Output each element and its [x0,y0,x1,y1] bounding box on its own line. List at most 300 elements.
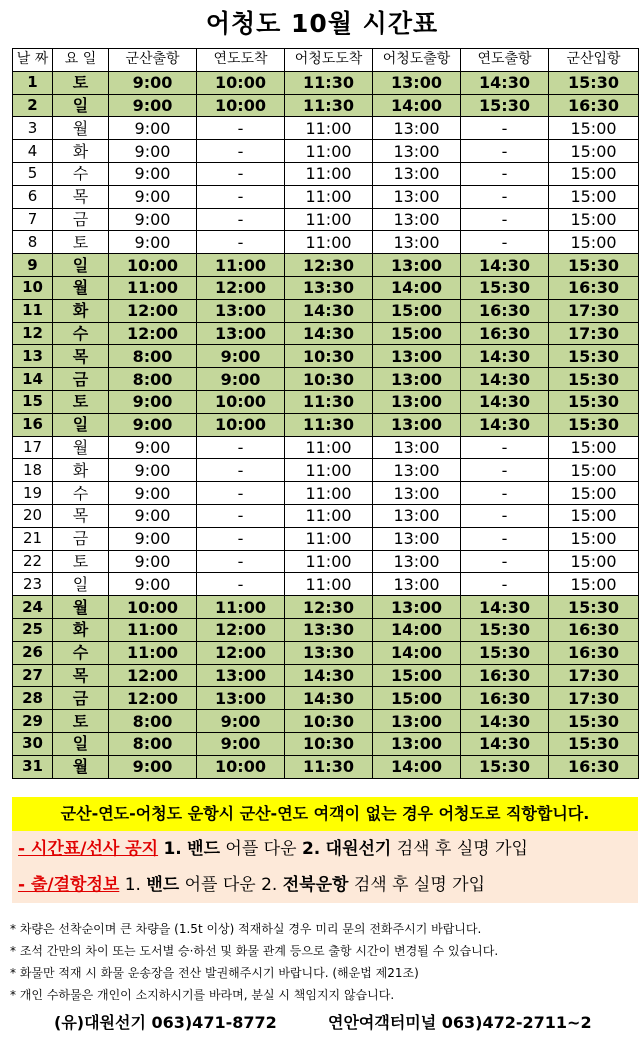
cell-gunsan-depart: 9:00 [109,231,197,254]
cell-gunsan-depart: 9:00 [109,162,197,185]
cell-eocheongdo-arrive: 13:30 [285,618,373,641]
cell-yeondo-arrive: 10:00 [197,71,285,94]
cell-gunsan-arrive: 15:00 [549,117,639,140]
cell-gunsan-arrive: 15:30 [549,413,639,436]
join-instruction: 검색 후 실명 가입 [348,875,486,895]
cell-eocheongdo-depart: 14:00 [373,755,461,778]
cell-day: 금 [53,527,109,550]
table-row [13,345,639,368]
band-app-name: 밴드 [187,839,221,859]
cell-date: 24 [13,596,53,619]
cell-eocheongdo-depart: 13:00 [373,117,461,140]
footer-company-phone: (유)대원선기 063)471-8772 [54,1013,277,1032]
cell-yeondo-depart: 14:30 [461,710,549,733]
cell-gunsan-arrive: 16:30 [549,641,639,664]
cell-yeondo-arrive: 11:00 [197,254,285,277]
cell-date: 6 [13,185,53,208]
cell-eocheongdo-arrive: 10:30 [285,732,373,755]
cell-date: 30 [13,732,53,755]
cell-yeondo-arrive: 12:00 [197,641,285,664]
header-gunsan-depart: 군산출항 [109,49,197,72]
cell-gunsan-arrive: 15:00 [549,162,639,185]
cell-eocheongdo-depart: 13:00 [373,208,461,231]
cell-eocheongdo-arrive: 11:00 [285,482,373,505]
cell-eocheongdo-arrive: 11:00 [285,573,373,596]
cell-gunsan-depart: 11:00 [109,618,197,641]
cell-date: 17 [13,436,53,459]
cell-gunsan-arrive: 15:30 [549,710,639,733]
cell-yeondo-depart: 14:30 [461,71,549,94]
header-day: 요 일 [53,49,109,72]
cell-eocheongdo-depart: 14:00 [373,276,461,299]
cell-eocheongdo-arrive: 11:00 [285,459,373,482]
cell-day: 토 [53,390,109,413]
cell-gunsan-arrive: 17:30 [549,687,639,710]
cell-date: 26 [13,641,53,664]
table-row [13,185,639,208]
cell-gunsan-arrive: 17:30 [549,322,639,345]
cell-gunsan-arrive: 15:00 [549,140,639,163]
cell-yeondo-depart: - [461,185,549,208]
cell-eocheongdo-depart: 15:00 [373,322,461,345]
cell-gunsan-depart: 9:00 [109,185,197,208]
cell-eocheongdo-arrive: 11:30 [285,94,373,117]
cell-date: 10 [13,276,53,299]
join-instruction: 검색 후 실명 가입 [391,839,528,859]
cell-date: 18 [13,459,53,482]
cell-eocheongdo-arrive: 11:00 [285,117,373,140]
step-1-number: 1. [124,875,141,895]
cell-gunsan-arrive: 15:00 [549,208,639,231]
header-gunsan-arrive: 군산입항 [549,49,639,72]
app-download-text: 어플 다운 [220,839,302,859]
cell-yeondo-arrive: 12:00 [197,618,285,641]
cell-yeondo-arrive: 13:00 [197,687,285,710]
cell-yeondo-arrive: - [197,208,285,231]
direct-route-notice: 군산-연도-어청도 운항시 군산-연도 여객이 없는 경우 어청도로 직항합니다. [12,797,638,831]
cell-gunsan-depart: 9:00 [109,550,197,573]
table-row [13,140,639,163]
cell-yeondo-arrive: 13:00 [197,322,285,345]
cell-day: 월 [53,596,109,619]
cell-gunsan-depart: 9:00 [109,390,197,413]
page-title: 어청도 10월 시간표 [205,9,439,38]
band-app-name: 밴드 [146,875,180,895]
cell-day: 일 [53,94,109,117]
cell-gunsan-depart: 12:00 [109,322,197,345]
table-row [13,687,639,710]
cell-yeondo-depart: - [461,117,549,140]
cell-eocheongdo-arrive: 12:30 [285,254,373,277]
cell-day: 수 [53,482,109,505]
cell-eocheongdo-depart: 13:00 [373,436,461,459]
table-row [13,482,639,505]
cell-yeondo-depart: - [461,140,549,163]
cell-date: 22 [13,550,53,573]
cell-day: 목 [53,664,109,687]
cell-day: 토 [53,710,109,733]
table-row [13,299,639,322]
cell-gunsan-arrive: 16:30 [549,755,639,778]
cell-yeondo-depart: 14:30 [461,413,549,436]
cell-eocheongdo-depart: 14:00 [373,94,461,117]
cell-gunsan-arrive: 15:30 [549,71,639,94]
table-row [13,162,639,185]
cell-gunsan-depart: 9:00 [109,504,197,527]
cell-date: 25 [13,618,53,641]
cell-day: 일 [53,413,109,436]
cell-yeondo-arrive: - [197,459,285,482]
cell-date: 21 [13,527,53,550]
cell-gunsan-depart: 12:00 [109,687,197,710]
cell-yeondo-arrive: 9:00 [197,732,285,755]
cell-date: 11 [13,299,53,322]
cell-gunsan-arrive: 15:30 [549,254,639,277]
cell-gunsan-depart: 9:00 [109,755,197,778]
cell-day: 수 [53,162,109,185]
cell-yeondo-arrive: 9:00 [197,368,285,391]
cell-eocheongdo-depart: 13:00 [373,527,461,550]
cell-yeondo-arrive: 9:00 [197,710,285,733]
cell-date: 12 [13,322,53,345]
cell-gunsan-arrive: 15:00 [549,482,639,505]
table-row [13,208,639,231]
cell-yeondo-depart: 15:30 [461,276,549,299]
cell-gunsan-arrive: 17:30 [549,299,639,322]
cell-eocheongdo-arrive: 11:00 [285,162,373,185]
cell-gunsan-depart: 10:00 [109,254,197,277]
cell-gunsan-depart: 11:00 [109,276,197,299]
cell-eocheongdo-arrive: 14:30 [285,322,373,345]
table-row [13,94,639,117]
cell-gunsan-arrive: 15:00 [549,436,639,459]
cell-gunsan-arrive: 15:00 [549,573,639,596]
footer-terminal-phone: 연안여객터미널 063)472-2711~2 [328,1013,592,1032]
cell-yeondo-depart: - [461,208,549,231]
cell-date: 1 [13,71,53,94]
note-item: * 개인 수하물은 개인이 소지하시기를 바라며, 분실 시 책임지지 않습니다. [10,988,395,1002]
table-row [13,390,639,413]
header-yeondo-depart: 연도출항 [461,49,549,72]
cell-day: 금 [53,687,109,710]
table-row [13,618,639,641]
cell-eocheongdo-depart: 13:00 [373,459,461,482]
cell-yeondo-arrive: - [197,117,285,140]
cell-day: 월 [53,276,109,299]
table-row [13,368,639,391]
cell-gunsan-arrive: 15:00 [549,527,639,550]
cell-gunsan-arrive: 17:30 [549,664,639,687]
cell-yeondo-arrive: 12:00 [197,276,285,299]
step-2-number: 2. [301,839,321,859]
cell-day: 금 [53,368,109,391]
cell-gunsan-arrive: 15:00 [549,231,639,254]
cell-eocheongdo-arrive: 10:30 [285,710,373,733]
schedule-notice-info [12,831,638,867]
cell-eocheongdo-arrive: 14:30 [285,664,373,687]
table-row [13,573,639,596]
note-item: * 차량은 선착순이며 큰 차량을 (1.5t 이상) 적재하실 경우 미리 문의 전화주시기 바랍니다. [10,922,482,936]
cell-date: 5 [13,162,53,185]
cell-day: 목 [53,185,109,208]
cell-yeondo-depart: - [461,482,549,505]
table-row [13,322,639,345]
cell-yeondo-depart: 14:30 [461,345,549,368]
cell-gunsan-depart: 9:00 [109,573,197,596]
table-row [13,732,639,755]
table-row [13,664,639,687]
cell-day: 수 [53,322,109,345]
cell-eocheongdo-arrive: 13:30 [285,276,373,299]
cell-gunsan-arrive: 15:00 [549,550,639,573]
cell-yeondo-arrive: 13:00 [197,664,285,687]
cell-eocheongdo-depart: 13:00 [373,390,461,413]
cell-yeondo-depart: - [461,527,549,550]
cell-gunsan-depart: 10:00 [109,596,197,619]
cell-date: 16 [13,413,53,436]
header-date: 날 짜 [13,49,53,72]
cell-gunsan-depart: 9:00 [109,71,197,94]
table-row [13,641,639,664]
cell-yeondo-depart: 15:30 [461,94,549,117]
table-row [13,436,639,459]
table-row [13,71,639,94]
cell-date: 20 [13,504,53,527]
cell-gunsan-depart: 8:00 [109,732,197,755]
cell-day: 월 [53,436,109,459]
notes-list [10,918,640,1006]
cell-yeondo-arrive: - [197,527,285,550]
cell-gunsan-depart: 9:00 [109,436,197,459]
cell-day: 화 [53,140,109,163]
table-row [13,254,639,277]
band-search-name: 대원선기 [325,839,392,859]
table-row [13,459,639,482]
cell-gunsan-depart: 11:00 [109,641,197,664]
cell-yeondo-arrive: 11:00 [197,596,285,619]
cell-date: 14 [13,368,53,391]
table-row [13,710,639,733]
cell-day: 목 [53,345,109,368]
app-download-text: 어플 다운 [179,875,262,895]
cell-gunsan-arrive: 16:30 [549,618,639,641]
cell-gunsan-depart: 9:00 [109,482,197,505]
cell-gunsan-depart: 9:00 [109,140,197,163]
cell-date: 23 [13,573,53,596]
cell-yeondo-arrive: - [197,573,285,596]
cell-date: 2 [13,94,53,117]
cell-gunsan-depart: 9:00 [109,459,197,482]
cell-yeondo-depart: 14:30 [461,254,549,277]
cell-gunsan-depart: 9:00 [109,527,197,550]
cell-eocheongdo-depart: 15:00 [373,687,461,710]
cell-eocheongdo-depart: 15:00 [373,299,461,322]
cell-gunsan-depart: 8:00 [109,710,197,733]
cell-yeondo-depart: 14:30 [461,368,549,391]
cell-yeondo-depart: 15:30 [461,755,549,778]
cell-eocheongdo-depart: 14:00 [373,641,461,664]
table-row [13,504,639,527]
cell-yeondo-arrive: 10:00 [197,413,285,436]
table-row [13,276,639,299]
cell-day: 화 [53,459,109,482]
cell-yeondo-arrive: - [197,140,285,163]
cell-yeondo-arrive: 13:00 [197,299,285,322]
cell-day: 목 [53,504,109,527]
table-row [13,527,639,550]
cell-day: 일 [53,732,109,755]
cell-yeondo-arrive: 9:00 [197,345,285,368]
cell-eocheongdo-arrive: 13:30 [285,641,373,664]
cell-yeondo-depart: - [461,573,549,596]
cell-eocheongdo-arrive: 11:30 [285,71,373,94]
cell-eocheongdo-depart: 13:00 [373,345,461,368]
band-search-name: 전북운항 [282,875,349,895]
cell-gunsan-arrive: 15:00 [549,504,639,527]
cell-day: 토 [53,550,109,573]
cell-yeondo-depart: 16:30 [461,664,549,687]
cell-date: 31 [13,755,53,778]
cell-yeondo-depart: 14:30 [461,390,549,413]
cell-eocheongdo-depart: 13:00 [373,368,461,391]
cell-yeondo-arrive: - [197,436,285,459]
cell-gunsan-depart: 12:00 [109,299,197,322]
cell-eocheongdo-depart: 13:00 [373,185,461,208]
cell-yeondo-arrive: - [197,482,285,505]
cell-eocheongdo-arrive: 12:30 [285,596,373,619]
cell-eocheongdo-arrive: 11:00 [285,436,373,459]
cell-gunsan-depart: 9:00 [109,208,197,231]
cell-gunsan-arrive: 15:00 [549,185,639,208]
cell-yeondo-arrive: - [197,231,285,254]
cell-yeondo-depart: 15:30 [461,618,549,641]
cell-eocheongdo-depart: 14:00 [373,618,461,641]
cell-date: 29 [13,710,53,733]
cell-eocheongdo-depart: 13:00 [373,254,461,277]
cell-eocheongdo-depart: 13:00 [373,140,461,163]
timetable [12,48,639,779]
cell-eocheongdo-depart: 13:00 [373,231,461,254]
cell-day: 화 [53,618,109,641]
cell-gunsan-depart: 8:00 [109,345,197,368]
cell-yeondo-depart: - [461,550,549,573]
cell-yeondo-depart: - [461,436,549,459]
cell-gunsan-depart: 8:00 [109,368,197,391]
cell-eocheongdo-arrive: 14:30 [285,687,373,710]
cell-day: 금 [53,208,109,231]
cell-gunsan-depart: 9:00 [109,117,197,140]
cell-yeondo-arrive: - [197,162,285,185]
cell-eocheongdo-depart: 13:00 [373,732,461,755]
cell-gunsan-depart: 12:00 [109,664,197,687]
cell-eocheongdo-depart: 13:00 [373,413,461,436]
cell-eocheongdo-arrive: 11:00 [285,140,373,163]
cell-gunsan-arrive: 15:30 [549,390,639,413]
cell-eocheongdo-arrive: 11:00 [285,527,373,550]
cell-day: 일 [53,573,109,596]
cell-day: 일 [53,254,109,277]
cell-eocheongdo-arrive: 11:00 [285,550,373,573]
cell-eocheongdo-arrive: 10:30 [285,368,373,391]
cell-gunsan-depart: 9:00 [109,94,197,117]
cell-yeondo-depart: - [461,459,549,482]
table-row [13,413,639,436]
cell-gunsan-arrive: 15:00 [549,459,639,482]
cell-date: 4 [13,140,53,163]
cell-eocheongdo-arrive: 11:30 [285,755,373,778]
cell-eocheongdo-depart: 13:00 [373,162,461,185]
cell-date: 27 [13,664,53,687]
cell-yeondo-arrive: 10:00 [197,755,285,778]
cell-date: 8 [13,231,53,254]
cell-eocheongdo-arrive: 11:30 [285,413,373,436]
cell-yeondo-depart: 14:30 [461,732,549,755]
header-yeondo-arrive: 연도도착 [197,49,285,72]
cell-yeondo-depart: 15:30 [461,641,549,664]
cell-yeondo-arrive: 10:00 [197,94,285,117]
cell-date: 19 [13,482,53,505]
schedule-notice-label: - 시간표/선사 공지 [18,839,159,859]
cell-eocheongdo-depart: 13:00 [373,550,461,573]
table-row [13,596,639,619]
cell-eocheongdo-arrive: 11:30 [285,390,373,413]
header-eocheongdo-arrive: 어청도도착 [285,49,373,72]
cell-eocheongdo-depart: 13:00 [373,710,461,733]
cell-eocheongdo-arrive: 14:30 [285,299,373,322]
cell-gunsan-arrive: 15:30 [549,368,639,391]
table-row [13,550,639,573]
cell-yeondo-depart: 16:30 [461,299,549,322]
cell-eocheongdo-arrive: 11:00 [285,208,373,231]
table-header-row [13,49,639,72]
cell-yeondo-arrive: - [197,185,285,208]
note-item: * 조석 간만의 차이 또는 도서별 승·하선 및 화물 관계 등으로 출항 시간이 변경될 수 있습니다. [10,944,499,958]
cell-eocheongdo-depart: 13:00 [373,596,461,619]
cell-yeondo-arrive: - [197,550,285,573]
cell-day: 화 [53,299,109,322]
table-row [13,755,639,778]
table-row [13,117,639,140]
cell-yeondo-arrive: - [197,504,285,527]
step-2-number: 2. [261,875,278,895]
cell-eocheongdo-depart: 13:00 [373,71,461,94]
cell-yeondo-depart: - [461,231,549,254]
cell-gunsan-arrive: 16:30 [549,276,639,299]
cell-yeondo-depart: - [461,162,549,185]
cell-eocheongdo-depart: 15:00 [373,664,461,687]
cell-day: 수 [53,641,109,664]
cell-yeondo-arrive: 10:00 [197,390,285,413]
cell-yeondo-depart: 16:30 [461,687,549,710]
operation-status-info [12,867,638,903]
note-item: * 화물만 적재 시 화물 운송장을 전산 발권해주시기 바랍니다. (해운법 제21조) [10,966,419,980]
cell-eocheongdo-arrive: 11:00 [285,231,373,254]
cell-gunsan-arrive: 16:30 [549,94,639,117]
cell-yeondo-depart: 14:30 [461,596,549,619]
cell-yeondo-depart: - [461,504,549,527]
cell-date: 13 [13,345,53,368]
cell-day: 월 [53,755,109,778]
operation-status-label: - 출/결항정보 [18,875,120,895]
cell-eocheongdo-arrive: 10:30 [285,345,373,368]
cell-yeondo-depart: 16:30 [461,322,549,345]
cell-date: 3 [13,117,53,140]
cell-day: 토 [53,71,109,94]
table-row [13,231,639,254]
cell-eocheongdo-arrive: 11:00 [285,504,373,527]
cell-gunsan-depart: 9:00 [109,413,197,436]
cell-eocheongdo-depart: 13:00 [373,504,461,527]
